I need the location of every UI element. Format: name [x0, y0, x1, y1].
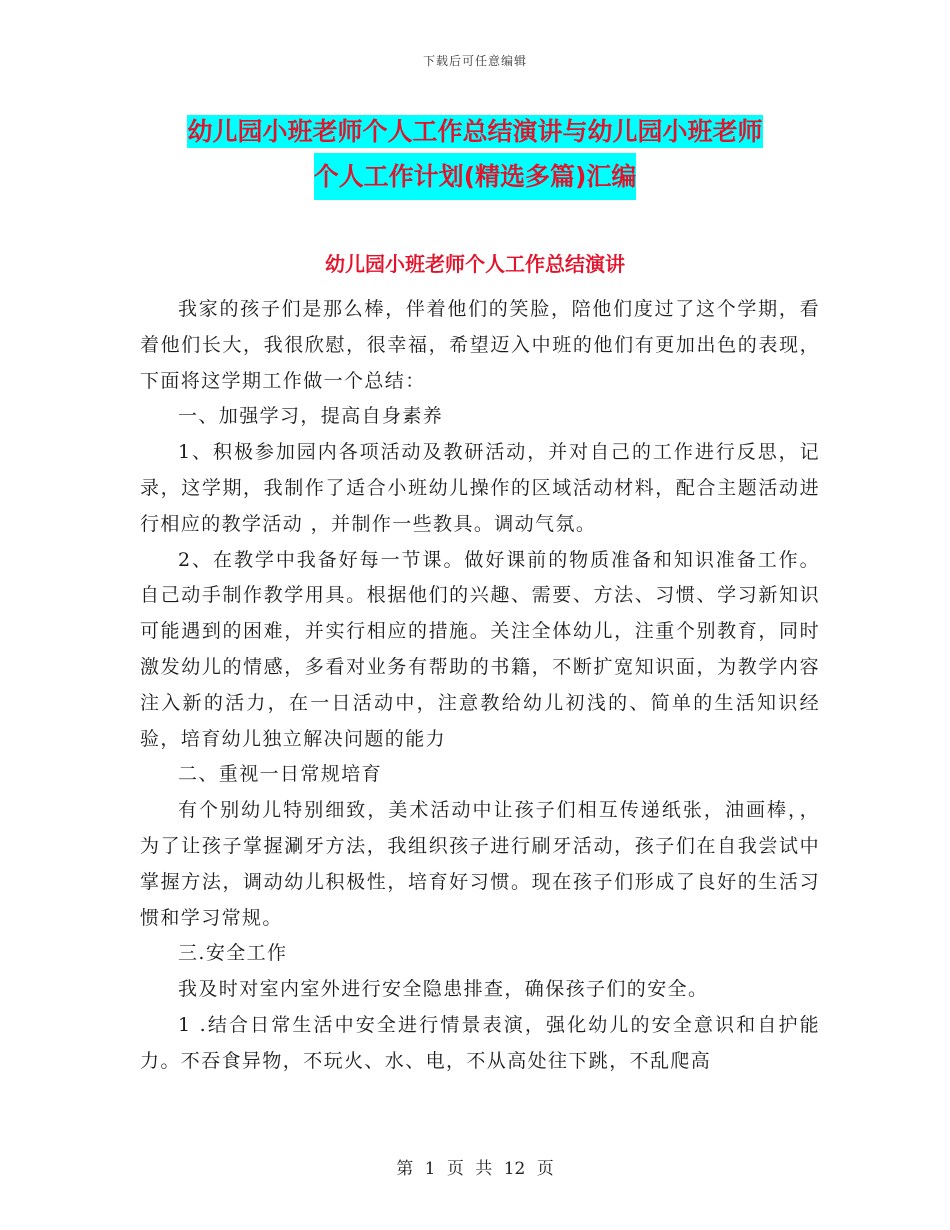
paragraph: 我及时对室内室外进行安全隐患排查，确保孩子们的安全。 — [178, 978, 709, 1001]
paragraph: 二、重视一日常规培育 — [178, 763, 383, 786]
section-title: 幼儿园小班老师个人工作总结演讲 — [325, 252, 625, 276]
paragraph: 一、加强学习，提高自身素养 — [178, 405, 444, 428]
paragraph: 2、在教学中我备好每一节课。做好课前的物质准备和知识准备工作。自己动手制作教学用具。根据他们的兴趣、需要、方法、习惯、学习新知识可能遇到的困难，并实行相应的措施。关注全体幼儿，注重个别教育，同时激发幼儿的情感，多看对业务有帮助的书籍，不断扩宽知识面，为教学内容注入新的活力，在一日活动中，注意教给幼儿初浅的、简单的生活知识经验，培育幼儿独立解决问题的能力 — [140, 548, 820, 750]
paragraph: 三.安全工作 — [178, 942, 288, 965]
paragraph: 有个别幼儿特别细致，美术活动中让孩子们相互传递纸张，油画棒，，为了让孩子掌握涮牙方法，我组织孩子进行刷牙活动，孩子们在自我尝试中掌握方法，调动幼儿积极性，培育好习惯。现在孩子们形成了良好的生活习惯和学习常规。 — [140, 799, 820, 929]
page-header-note: 下载后可任意编辑 — [422, 54, 527, 68]
paragraph: 1、积极参加园内各项活动及教研活动，并对自己的工作进行反思，记录，这学期，我制作了适合小班幼儿操作的区域活动材料，配合主题活动进行相应的教学活动 ，并制作一些教具。调动气氛。 — [140, 441, 820, 535]
body-text — [140, 292, 820, 1080]
paragraph: 我家的孩子们是那么棒，伴着他们的笑脸，陪他们度过了这个学期，看着他们长大，我很欣慰，很幸福，希望迈入中班的他们有更加出色的表现，下面将这学期工作做一个总结： — [140, 298, 820, 392]
page-footer: 第 1 页 共 12 页 — [396, 1159, 554, 1179]
document-title-line-2: 个人工作计划(精选多篇)汇编 — [314, 153, 637, 200]
document-title — [0, 110, 950, 200]
document-title-line-1: 幼儿园小班老师个人工作总结演讲与幼儿园小班老师 — [187, 117, 763, 146]
paragraph: 1 .结合日常生活中安全进行情景表演，强化幼儿的安全意识和自护能力。不吞食异物，不玩火、水、电，不从高处往下跳，不乱爬高 — [140, 1013, 820, 1072]
